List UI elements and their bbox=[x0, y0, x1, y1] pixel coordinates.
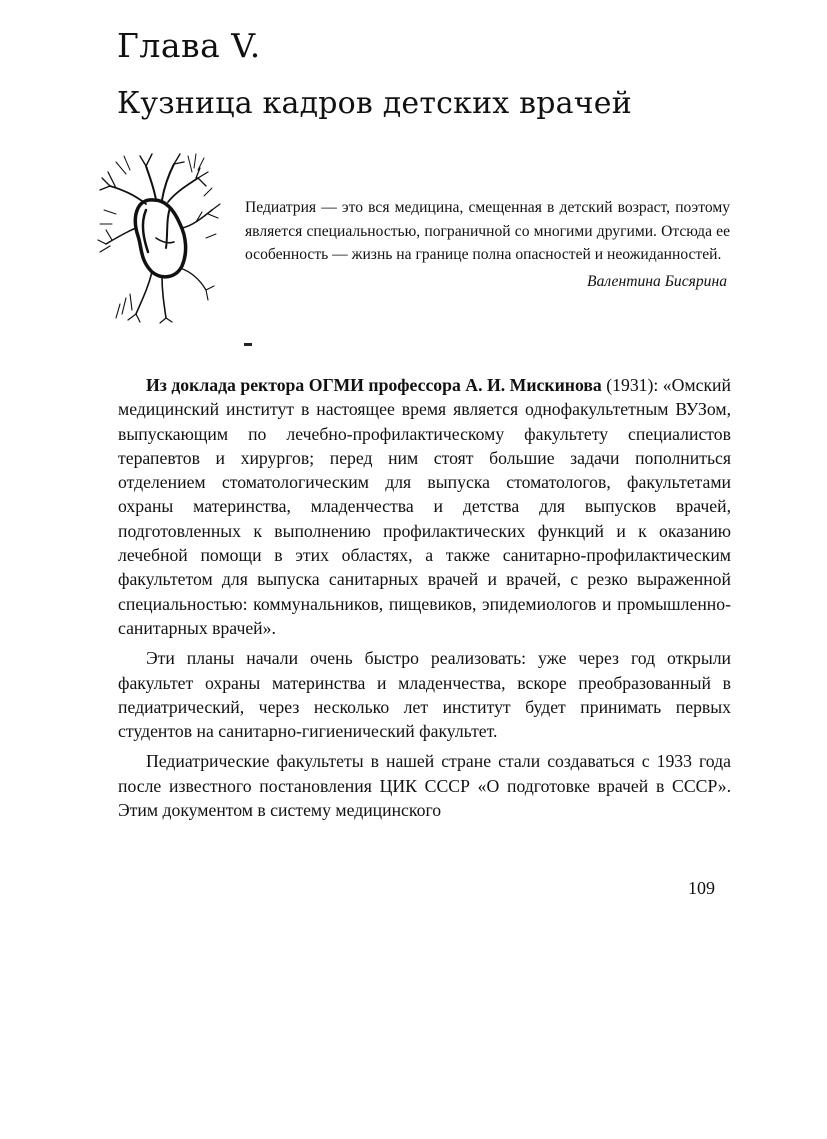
paragraph-3: Педиатрические факультеты в нашей стране стали создаваться с 1933 года после известного постановления ЦИК СССР «О подготовке врачей в СССР». Этим документом в систему медицинского bbox=[118, 751, 731, 821]
paragraph-1-text: (1931): «Омский медицинский институт в настоящее время является однофакультетным ВУЗом, выпускающим по лечебно-профилактическому факультету специалистов терапевтов и хирургов; перед ним стоят большие задачи пополниться отделением стоматологическим для выпуска стоматологов, факультетами охраны материнства, младенчества и детства для выпусков врачей, подготовленных к выполнению профилактических функций и к оказанию лечебной помощи в этих областях, а также санитарно-профилактическим факультетом для выпуска санитарных врачей и врачей, с резко выраженной специальностью: коммунальников, пищевиков, эпидемиологов и промышленно-санитарных врачей». bbox=[118, 375, 731, 638]
paragraph-1 bbox=[118, 373, 731, 640]
epigraph bbox=[245, 196, 730, 293]
epigraph-author: Валентина Бисярина bbox=[587, 272, 727, 290]
chapter-label: Глава V. bbox=[117, 26, 261, 65]
epigraph-text: Педиатрия — это вся медицина, смещенная в детский возраст, поэтому является специальностью, пограничной со многими другими. Отсюда ее особенность — жизнь на границе полна опасностей и неожиданностей. bbox=[245, 199, 730, 263]
paragraph-lead: Из доклада ректора ОГМИ профессора А. И. Мискинова bbox=[146, 375, 602, 395]
body-text bbox=[118, 373, 731, 828]
heart-sketch-icon bbox=[96, 148, 226, 324]
chapter-title: Кузница кадров детских врачей bbox=[117, 86, 632, 121]
page-number: 109 bbox=[688, 878, 715, 898]
dash-mark bbox=[244, 343, 252, 346]
paragraph-2: Эти планы начали очень быстро реализовать: уже через год открыли факультет охраны материнства и младенчества, вскоре преобразованный в педиатрический, через несколько лет институт будет принимать первых студентов на санитарно-гигиенический факультет. bbox=[118, 648, 731, 742]
